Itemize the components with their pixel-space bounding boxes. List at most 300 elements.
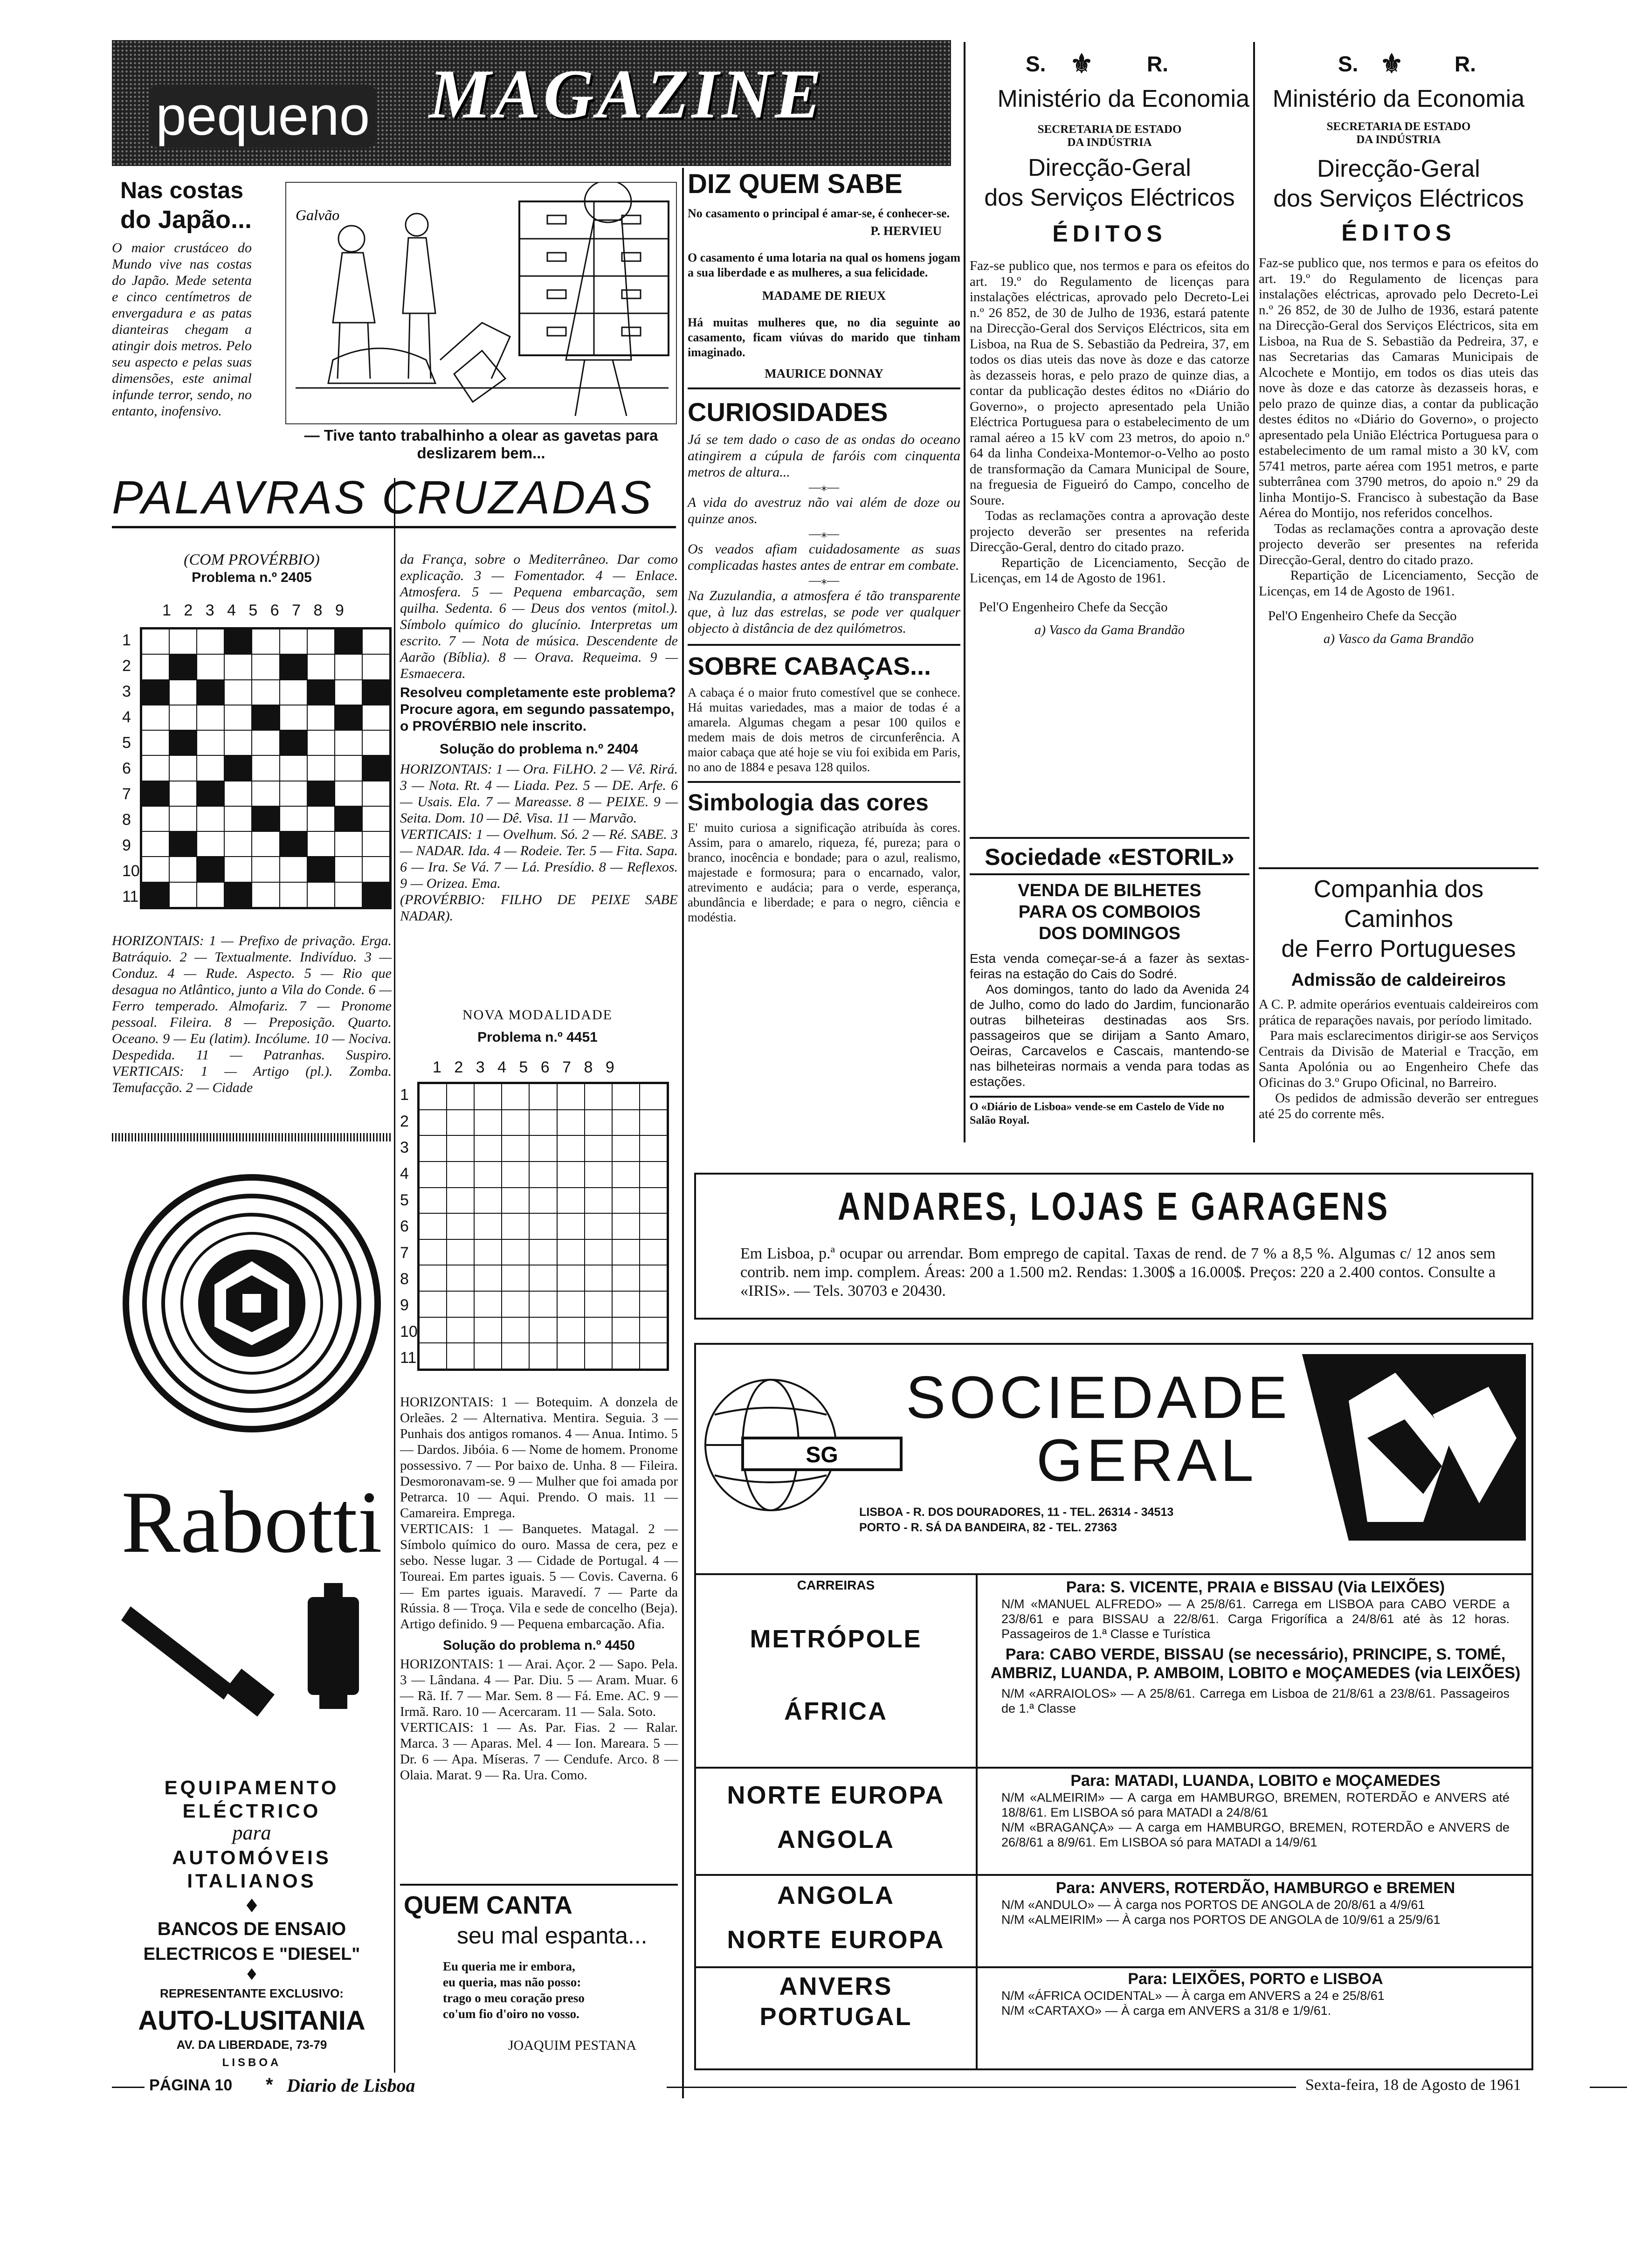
grid-cell[interactable] bbox=[502, 1343, 529, 1369]
row-number: 1 bbox=[122, 631, 131, 649]
sg-addr-1: LISBOA - R. DOS DOURADORES, 11 - TEL. 26314 - 34513 bbox=[859, 1506, 1174, 1519]
grid-cell[interactable] bbox=[142, 654, 169, 679]
grid-cell[interactable] bbox=[612, 1135, 640, 1162]
edito-2-editos: ÉDITOS bbox=[1341, 220, 1456, 246]
grid-cell[interactable] bbox=[419, 1084, 447, 1110]
cp-title-2: de Ferro Portugueses bbox=[1281, 935, 1516, 962]
grid-cell[interactable] bbox=[362, 654, 390, 679]
grid-cell[interactable] bbox=[307, 705, 335, 730]
rabotti-line-11: LISBOA bbox=[222, 2056, 282, 2069]
cabacas-body: A cabaça é o maior fruto comestível que se conhece. Há muitas variedades, mas a maior de todas é a amarela. Algumas chegam a pesar 100 quilos e medem mais de dois metros de circunferência. A maior cabaça que até hoje se viu foi exibida em Paris, no ano de 1884 e pesava 128 quilos. bbox=[688, 685, 960, 774]
grid-cell[interactable] bbox=[474, 1343, 502, 1369]
grid-cell[interactable] bbox=[612, 1084, 640, 1110]
grid-cell[interactable] bbox=[252, 680, 279, 705]
crossword-column-numbers: 1 2 3 4 5 6 7 8 9 bbox=[162, 602, 344, 619]
grid-cell[interactable] bbox=[142, 705, 169, 730]
grid-cell[interactable] bbox=[612, 1188, 640, 1214]
grid-cell[interactable] bbox=[474, 1265, 502, 1291]
grid-cell[interactable] bbox=[585, 1213, 612, 1239]
grid-cell[interactable] bbox=[474, 1213, 502, 1239]
grid-cell[interactable] bbox=[529, 1239, 557, 1265]
quem-canta-title: QUEM CANTA bbox=[404, 1891, 572, 1919]
diz-author-2: MADAME DE RIEUX bbox=[762, 289, 886, 303]
edito-2-sr: S. ⚜ R. bbox=[1338, 49, 1476, 78]
grid-cell[interactable] bbox=[280, 705, 307, 730]
grid-cell[interactable] bbox=[474, 1135, 502, 1162]
footer-star: * bbox=[266, 2074, 273, 2095]
rabotti-line-7: ELECTRICOS E "DIESEL" bbox=[143, 1944, 360, 1964]
grid-cell[interactable] bbox=[585, 1239, 612, 1265]
grid-cell[interactable] bbox=[529, 1135, 557, 1162]
grid-cell[interactable] bbox=[447, 1188, 474, 1214]
nova-title: NOVA MODALIDADE bbox=[462, 1007, 613, 1023]
grid-cell[interactable] bbox=[585, 1291, 612, 1317]
grid-cell[interactable] bbox=[362, 755, 390, 781]
grid-cell[interactable] bbox=[142, 629, 169, 654]
grid-cell[interactable] bbox=[640, 1291, 667, 1317]
grid-cell[interactable] bbox=[169, 629, 197, 654]
row-number: 10 bbox=[122, 862, 140, 880]
separator-icon: —⁎— bbox=[809, 480, 839, 494]
footer-date: Sexta-feira, 18 de Agosto de 1961 bbox=[1305, 2076, 1521, 2094]
grid-cell[interactable] bbox=[197, 730, 224, 755]
grid-cell[interactable] bbox=[585, 1162, 612, 1188]
row-number: 7 bbox=[400, 1244, 409, 1262]
column-rule bbox=[394, 478, 395, 2073]
grid-cell[interactable] bbox=[557, 1135, 585, 1162]
grid-cell[interactable] bbox=[335, 857, 362, 882]
grid-cell[interactable] bbox=[557, 1265, 585, 1291]
grid-cell[interactable] bbox=[585, 1265, 612, 1291]
grid-cell[interactable] bbox=[585, 1188, 612, 1214]
grid-cell[interactable] bbox=[612, 1239, 640, 1265]
crossword-proverb: (PROVÉRBIO: FILHO DE PEIXE SABE NADAR). bbox=[400, 892, 678, 924]
diz-quote-3: Há muitas mulheres que, no dia seguinte ao casamento, ficam viúvas do marido que tinham imaginado. bbox=[688, 316, 960, 359]
grid-cell[interactable] bbox=[142, 680, 169, 705]
grid-cell[interactable] bbox=[447, 1110, 474, 1136]
grid-cell[interactable] bbox=[307, 680, 335, 705]
grid-cell[interactable] bbox=[612, 1291, 640, 1317]
japao-title-1: Nas costas bbox=[120, 177, 244, 203]
grid-cell[interactable] bbox=[197, 882, 224, 907]
grid-cell[interactable] bbox=[169, 654, 197, 679]
rabotti-brand: Rabotti bbox=[121, 1473, 382, 1571]
grid-cell[interactable] bbox=[307, 806, 335, 831]
grid-cell[interactable] bbox=[474, 1239, 502, 1265]
grid-cell[interactable] bbox=[362, 857, 390, 882]
grid-cell[interactable] bbox=[197, 781, 224, 806]
grid-cell[interactable] bbox=[362, 730, 390, 755]
grid-cell[interactable] bbox=[224, 654, 252, 679]
grid-cell[interactable] bbox=[474, 1188, 502, 1214]
edito-2-dir1: Direcção-Geral bbox=[1317, 155, 1480, 182]
grid-cell[interactable] bbox=[474, 1317, 502, 1343]
curios-p1: Já se tem dado o caso de as ondas do oceano atingirem a cúpula de faróis com cinquenta metros de altura... bbox=[688, 432, 960, 480]
grid-cell[interactable] bbox=[585, 1135, 612, 1162]
column-rule bbox=[964, 42, 965, 1142]
grid-cell[interactable] bbox=[557, 1317, 585, 1343]
row-number: 7 bbox=[122, 785, 131, 803]
edito-1-sec2: DA INDÚSTRIA bbox=[1067, 136, 1152, 149]
divider bbox=[970, 837, 1249, 839]
grid-cell[interactable] bbox=[529, 1265, 557, 1291]
grid-cell[interactable] bbox=[307, 831, 335, 857]
grid-cell[interactable] bbox=[557, 1343, 585, 1369]
edito-2-sign2: a) Vasco da Gama Brandão bbox=[1323, 631, 1474, 646]
simb-body: E' muito curiosa a significação atribuída às cores. Assim, para o amarelo, riqueza, fé, pureza; para o branco, inocência e bondade; para o azul, realismo, majestade e formosura; para o encarnado, valor, atrevimento e audácia; para o verde, esperança, abundância e liberdade; e para o negro, ciência e modéstia. bbox=[688, 821, 960, 924]
grid-cell[interactable] bbox=[142, 781, 169, 806]
grid-cell[interactable] bbox=[640, 1239, 667, 1265]
grid-cell[interactable] bbox=[640, 1213, 667, 1239]
grid-cell[interactable] bbox=[280, 730, 307, 755]
grid-cell[interactable] bbox=[307, 730, 335, 755]
diz-author-1: P. HERVIEU bbox=[870, 224, 942, 238]
grid-cell[interactable] bbox=[502, 1188, 529, 1214]
curios-p4: Na Zuzulandia, a atmosfera é tão transparente que, à luz das estrelas, se pode ver qualquer objecto à distância de dez quilómetros. bbox=[688, 588, 960, 636]
row-number: 5 bbox=[400, 1191, 409, 1209]
rabotti-line-3: para bbox=[232, 1821, 271, 1844]
grid-cell[interactable] bbox=[585, 1084, 612, 1110]
grid-cell[interactable] bbox=[557, 1239, 585, 1265]
edito-1-sign2: a) Vasco da Gama Brandão bbox=[1034, 622, 1185, 637]
route-4-label-2: PORTUGAL bbox=[759, 2003, 912, 2031]
grid-cell[interactable] bbox=[502, 1291, 529, 1317]
grid-cell[interactable] bbox=[169, 806, 197, 831]
grid-cell[interactable] bbox=[502, 1265, 529, 1291]
grid-cell[interactable] bbox=[280, 629, 307, 654]
grid-cell[interactable] bbox=[640, 1084, 667, 1110]
grid-cell[interactable] bbox=[502, 1162, 529, 1188]
grid-cell[interactable] bbox=[419, 1188, 447, 1214]
sg-carreiras-header: CARREIRAS bbox=[797, 1578, 875, 1592]
grid-cell[interactable] bbox=[307, 629, 335, 654]
row-number: 8 bbox=[400, 1270, 409, 1288]
grid-cell[interactable] bbox=[307, 755, 335, 781]
grid-cell[interactable] bbox=[529, 1188, 557, 1214]
grid-cell[interactable] bbox=[419, 1291, 447, 1317]
sg-name-1: SOCIEDADE bbox=[906, 1364, 1291, 1431]
grid-cell[interactable] bbox=[557, 1162, 585, 1188]
grid-cell[interactable] bbox=[612, 1317, 640, 1343]
nova-problem: Problema n.º 4451 bbox=[477, 1030, 598, 1045]
nova-solution-title: Solução do problema n.º 4450 bbox=[443, 1638, 635, 1653]
route-3-label-2: NORTE EUROPA bbox=[727, 1926, 945, 1954]
grid-cell[interactable] bbox=[252, 831, 279, 857]
grid-cell[interactable] bbox=[585, 1110, 612, 1136]
row-number: 10 bbox=[400, 1322, 418, 1341]
grid-cell[interactable] bbox=[612, 1265, 640, 1291]
grid-cell[interactable] bbox=[362, 831, 390, 857]
grid-cell[interactable] bbox=[252, 705, 279, 730]
grid-cell[interactable] bbox=[280, 781, 307, 806]
grid-cell[interactable] bbox=[585, 1317, 612, 1343]
nova-horizontais: HORIZONTAIS: 1 — Botequim. A donzela de Orleães. 2 — Alternativa. Mentira. Seguia. 3 — Punhais dos antigos romanos. 4 — Anua. Intimo. 5 — Dardos. Jibóia. 6 — Nome de homem. Pronome possessivo. 7 — Por baixo de. Unha. 8 — Fileira. Desmoronavam-se. 9 — Mulher que foi amada por Petrarca. 10 — Aqui. Prendo. O mais. 11 — Camareira. Emprega. bbox=[400, 1395, 678, 1521]
grid-cell[interactable] bbox=[197, 680, 224, 705]
grid-cell[interactable] bbox=[502, 1084, 529, 1110]
estoril-h3: DOS DOMINGOS bbox=[1038, 924, 1181, 943]
grid-cell[interactable] bbox=[197, 857, 224, 882]
grid-cell[interactable] bbox=[447, 1291, 474, 1317]
grid-cell[interactable] bbox=[612, 1110, 640, 1136]
grid-cell[interactable] bbox=[502, 1239, 529, 1265]
grid-cell[interactable] bbox=[224, 781, 252, 806]
grid-cell[interactable] bbox=[640, 1162, 667, 1188]
divider bbox=[112, 1133, 392, 1141]
grid-cell[interactable] bbox=[557, 1291, 585, 1317]
grid-cell[interactable] bbox=[612, 1162, 640, 1188]
grid-cell[interactable] bbox=[419, 1317, 447, 1343]
crossword-solution-title: Solução do problema n.º 2404 bbox=[439, 741, 639, 757]
grid-cell[interactable] bbox=[612, 1213, 640, 1239]
grid-cell[interactable] bbox=[335, 882, 362, 907]
rabotti-line-2: ELÉCTRICO bbox=[182, 1800, 321, 1822]
grid-cell[interactable] bbox=[447, 1343, 474, 1369]
separator-icon: —⁎— bbox=[809, 574, 839, 587]
grid-cell[interactable] bbox=[252, 857, 279, 882]
grid-cell[interactable] bbox=[529, 1343, 557, 1369]
grid-cell[interactable] bbox=[419, 1135, 447, 1162]
grid-cell[interactable] bbox=[529, 1084, 557, 1110]
grid-cell[interactable] bbox=[612, 1343, 640, 1369]
simb-title: Simbologia das cores bbox=[688, 789, 929, 816]
grid-cell[interactable] bbox=[335, 705, 362, 730]
cartoon-caption: — Tive tanto trabalhinho a olear as gavetas para deslizarem bem... bbox=[304, 427, 658, 462]
route-2-details: Para: MATADI, LUANDA, LOBITO e MOÇAMEDES N/M «ALMEIRIM» — A carga em HAMBURGO, BREMEN, ROTERDÃO e ANVERS até 18/8/61. Em LISBOA só para MATADI a 24/8/61 N/M «BRAGANÇA» — A carga em HAMBURGO, BREMEN, ROTERDÃO e ANVERS de 26/8/61 a 8/9/61. Em LISBOA só para MATADI a 14/9/61 bbox=[1001, 1772, 1510, 1849]
grid-cell[interactable] bbox=[640, 1343, 667, 1369]
rabotti-line-5: ITALIANOS bbox=[187, 1870, 317, 1892]
grid-cell[interactable] bbox=[280, 654, 307, 679]
grid-cell[interactable] bbox=[224, 629, 252, 654]
grid-cell[interactable] bbox=[280, 680, 307, 705]
grid-cell[interactable] bbox=[557, 1188, 585, 1214]
sg-addr-2: PORTO - R. SÁ DA BANDEIRA, 82 - TEL. 27363 bbox=[859, 1521, 1117, 1534]
quem-canta-subtitle: seu mal espanta... bbox=[457, 1922, 648, 1949]
grid-cell[interactable] bbox=[362, 781, 390, 806]
edito-1-dir1: Direcção-Geral bbox=[1028, 154, 1191, 181]
grid-cell[interactable] bbox=[502, 1110, 529, 1136]
grid-cell[interactable] bbox=[447, 1317, 474, 1343]
grid-cell[interactable] bbox=[307, 654, 335, 679]
grid-cell[interactable] bbox=[447, 1084, 474, 1110]
crossword-grid[interactable] bbox=[140, 627, 392, 909]
grid-cell[interactable] bbox=[529, 1213, 557, 1239]
grid-cell[interactable] bbox=[419, 1265, 447, 1291]
grid-cell[interactable] bbox=[640, 1317, 667, 1343]
grid-cell[interactable] bbox=[502, 1213, 529, 1239]
grid-cell[interactable] bbox=[447, 1239, 474, 1265]
diz-quote-1: No casamento o principal é amar-se, é conhecer-se. bbox=[688, 207, 950, 220]
grid-cell[interactable] bbox=[529, 1291, 557, 1317]
grid-cell[interactable] bbox=[419, 1162, 447, 1188]
grid-cell[interactable] bbox=[142, 730, 169, 755]
grid-cell[interactable] bbox=[362, 629, 390, 654]
route-4-details: Para: LEIXÕES, PORTO e LISBOA N/M «ÁFRICA OCIDENTAL» — À carga em ANVERS a 24 e 25/8/61 N/M «CARTAXO» — À carga em ANVERS a 31/8 e 1/9/61. bbox=[1001, 1970, 1385, 2018]
grid-cell[interactable] bbox=[640, 1110, 667, 1136]
andares-ad bbox=[694, 1173, 1533, 1320]
grid-cell[interactable] bbox=[335, 629, 362, 654]
grid-cell[interactable] bbox=[307, 781, 335, 806]
edito-1 bbox=[970, 51, 1249, 638]
grid-cell[interactable] bbox=[474, 1084, 502, 1110]
grid-cell[interactable] bbox=[169, 781, 197, 806]
grid-cell[interactable] bbox=[197, 654, 224, 679]
grid-cell[interactable] bbox=[224, 755, 252, 781]
grid-cell[interactable] bbox=[474, 1291, 502, 1317]
grid-cell[interactable] bbox=[419, 1343, 447, 1369]
grid-cell[interactable] bbox=[529, 1110, 557, 1136]
curios-title: CURIOSIDADES bbox=[688, 397, 888, 427]
diz-title: DIZ QUEM SABE bbox=[688, 169, 903, 199]
nova-clues bbox=[400, 1394, 678, 1783]
route-1-details: Para: S. VICENTE, PRAIA e BISSAU (Via LEIXÕES) N/M «MANUEL ALFREDO» — A 25/8/61. Carrega em LISBOA para CABO VERDE a 23/8/61 e para BISSAU a 22/8/61. Carga Frigorífica a 24/8/61 até às 12 horas. Passageiros de 1.ª Classe e Turística Para: CABO VERDE, BISSAU (se necessário), PRINCIPE, S. TOMÉ, AMBRIZ, LUANDA, P. AMBOIM, LOBITO e MOÇAMEDES (via LEIXÕES) N/M «ARRAIOLOS» — A 25/8/61. Carrega em Lisboa de 21/8/61 a 23/8/61. Passageiros de 1.ª Classe bbox=[990, 1578, 1521, 1715]
grid-cell[interactable] bbox=[142, 857, 169, 882]
route-3-details: Para: ANVERS, ROTERDÃO, HAMBURGO e BREMEN N/M «ANDULO» — À carga nos PORTOS DE ANGOLA de 20/8/61 a 4/9/61 N/M «ALMEIRIM» — À carga nos PORTOS DE ANGOLA de 10/9/61 a 25/9/61 bbox=[1001, 1879, 1455, 1927]
grid-cell[interactable] bbox=[419, 1110, 447, 1136]
nova-grid[interactable] bbox=[417, 1082, 669, 1371]
grid-cell[interactable] bbox=[362, 705, 390, 730]
quem-canta-verse: Eu queria me ir embora, eu queria, mas não posso: trago o meu coração preso co'um fio d'oiro no vosso. bbox=[443, 1959, 585, 2021]
grid-cell[interactable] bbox=[252, 730, 279, 755]
coat-of-arms-icon: ⚜ bbox=[1380, 49, 1404, 78]
grid-cell[interactable] bbox=[529, 1317, 557, 1343]
middle-column bbox=[688, 168, 960, 925]
grid-cell[interactable] bbox=[474, 1110, 502, 1136]
row-number: 1 bbox=[400, 1086, 409, 1104]
cp-body: A C. P. admite operários eventuais caldeireiros com prática de reparações navais, por período limitado. Para mais esclarecimentos dirigir-se aos Serviços Centrais da Divisão de Material e Tracção, em Santa Apolónia ou ao Engenheiro Chefe das Oficinas do 3.º Grupo Oficinal, no Barreiro. Os pedidos de admissão deverão ser entregues até 25 do corrente mês. bbox=[1259, 997, 1538, 1121]
grid-cell[interactable] bbox=[280, 831, 307, 857]
rabotti-line-9: AUTO-LUSITANIA bbox=[138, 2005, 365, 2036]
grid-cell[interactable] bbox=[529, 1162, 557, 1188]
grid-cell[interactable] bbox=[502, 1135, 529, 1162]
divider bbox=[1259, 867, 1538, 869]
edito-1-editos: ÉDITOS bbox=[1052, 221, 1167, 247]
edito-1-sign1: Pel'O Engenheiro Chefe da Secção bbox=[979, 599, 1168, 615]
grid-cell[interactable] bbox=[142, 806, 169, 831]
grid-cell[interactable] bbox=[169, 680, 197, 705]
row-number: 8 bbox=[122, 810, 131, 829]
grid-cell[interactable] bbox=[224, 730, 252, 755]
grid-cell[interactable] bbox=[197, 705, 224, 730]
grid-cell[interactable] bbox=[335, 680, 362, 705]
grid-cell[interactable] bbox=[447, 1135, 474, 1162]
grid-cell[interactable] bbox=[252, 755, 279, 781]
crossword-horizontais: HORIZONTAIS: 1 — Prefixo de privação. Erga. Batráquio. 2 — Textualmente. Indivíduo. 3 — Conduz. 4 — Rude. Aspecto. 5 — Rio que desagua no Atlântico, junto a Vila do Conde. 6 — Ferro temperado. Almofariz. 7 — Pronome pessoal. Fileira. 8 — Preposição. Quarto. Oceano. 9 — Eu (latim). Incólume. 10 — Nociva. Despedida. 11 — Patranhas. Suspiro. VERTICAIS: 1 — Artigo (pl.). Zomba. Temufacção. 2 — Cidade bbox=[112, 933, 392, 1095]
grid-cell[interactable] bbox=[169, 882, 197, 907]
grid-cell[interactable] bbox=[169, 705, 197, 730]
row-number: 11 bbox=[122, 887, 139, 906]
grid-cell[interactable] bbox=[224, 680, 252, 705]
grid-cell[interactable] bbox=[252, 629, 279, 654]
edito-2-sec2: DA INDÚSTRIA bbox=[1356, 133, 1441, 146]
grid-cell[interactable] bbox=[280, 857, 307, 882]
grid-cell[interactable] bbox=[252, 882, 279, 907]
separator-icon: —⁎— bbox=[809, 527, 839, 540]
curios-p3: Os veados afiam cuidadosamente as suas complicadas hastes antes de entrar em combate. bbox=[688, 541, 960, 573]
grid-cell[interactable] bbox=[557, 1110, 585, 1136]
grid-cell[interactable] bbox=[224, 705, 252, 730]
edito-1-sec1: SECRETARIA DE ESTADO bbox=[1037, 123, 1182, 136]
grid-cell[interactable] bbox=[197, 629, 224, 654]
rabotti-line-8: REPRESENTANTE EXCLUSIVO: bbox=[160, 1986, 344, 2000]
row-number: 6 bbox=[122, 759, 131, 777]
grid-cell[interactable] bbox=[419, 1213, 447, 1239]
grid-cell[interactable] bbox=[640, 1188, 667, 1214]
estoril-ad bbox=[970, 842, 1249, 1127]
grid-cell[interactable] bbox=[142, 831, 169, 857]
grid-cell[interactable] bbox=[447, 1162, 474, 1188]
grid-cell[interactable] bbox=[447, 1213, 474, 1239]
grid-cell[interactable] bbox=[197, 806, 224, 831]
grid-cell[interactable] bbox=[280, 882, 307, 907]
grid-cell[interactable] bbox=[197, 831, 224, 857]
grid-cell[interactable] bbox=[640, 1265, 667, 1291]
grid-cell[interactable] bbox=[335, 730, 362, 755]
page-footer bbox=[112, 2073, 1538, 2101]
grid-cell[interactable] bbox=[142, 755, 169, 781]
grid-cell[interactable] bbox=[585, 1343, 612, 1369]
grid-cell[interactable] bbox=[307, 857, 335, 882]
grid-cell[interactable] bbox=[169, 857, 197, 882]
crossword-solution-h: HORIZONTAIS: 1 — Ora. FiLHO. 2 — Vê. Rirá. 3 — Nota. Rt. 4 — Liada. Pez. 5 — DE. Arfe. 6 — Usais. Ela. 7 — Mareasse. 8 — PEIXE. 9 — Seita. Dom. 10 — Dê. Visa. 11 — Marvão. bbox=[400, 761, 678, 826]
row-number: 6 bbox=[400, 1217, 409, 1236]
grid-cell[interactable] bbox=[197, 755, 224, 781]
rabotti-line-10: AV. DA LIBERDADE, 73-79 bbox=[176, 2038, 327, 2052]
grid-cell[interactable] bbox=[335, 806, 362, 831]
grid-cell[interactable] bbox=[362, 806, 390, 831]
grid-cell[interactable] bbox=[280, 755, 307, 781]
cabacas-title: SOBRE CABAÇAS... bbox=[688, 652, 931, 680]
grid-cell[interactable] bbox=[252, 806, 279, 831]
grid-cell[interactable] bbox=[252, 781, 279, 806]
route-4-label-1: ANVERS bbox=[779, 1972, 893, 2000]
edito-1-ministry: Ministério da Economia bbox=[997, 85, 1249, 112]
crossword-problem: Problema n.º 2405 bbox=[192, 570, 312, 585]
magazine-masthead bbox=[112, 40, 951, 166]
grid-cell[interactable] bbox=[169, 831, 197, 857]
route-3-label-1: ANGOLA bbox=[777, 1881, 895, 1909]
row-number: 2 bbox=[122, 657, 131, 675]
grid-cell[interactable] bbox=[252, 654, 279, 679]
crossword-verticais: da França, sobre o Mediterrâneo. Dar como explicação. 3 — Fomentador. 4 — Enlace. Atmosfera. 5 — Pequena embarcação, sem quilha. Sedenta. 6 — Deus dos ventos (mitol.). Símbolo químico do glucínio. Interpretas um escrito. 7 — Nota de música. Descendente de Aarão (Bíblia). 8 — Orava. Requeima. 9 — Esmaecera. bbox=[400, 552, 678, 681]
grid-cell[interactable] bbox=[362, 680, 390, 705]
rabotti-line-1: EQUIPAMENTO bbox=[164, 1777, 339, 1798]
grid-cell[interactable] bbox=[557, 1213, 585, 1239]
grid-cell[interactable] bbox=[474, 1162, 502, 1188]
grid-cell[interactable] bbox=[224, 831, 252, 857]
grid-cell[interactable] bbox=[335, 755, 362, 781]
grid-cell[interactable] bbox=[362, 882, 390, 907]
grid-cell[interactable] bbox=[169, 730, 197, 755]
grid-cell[interactable] bbox=[142, 882, 169, 907]
grid-cell[interactable] bbox=[335, 781, 362, 806]
grid-cell[interactable] bbox=[335, 654, 362, 679]
grid-cell[interactable] bbox=[419, 1239, 447, 1265]
grid-cell[interactable] bbox=[224, 806, 252, 831]
grid-cell[interactable] bbox=[640, 1135, 667, 1162]
grid-cell[interactable] bbox=[307, 882, 335, 907]
grid-cell[interactable] bbox=[557, 1084, 585, 1110]
grid-cell[interactable] bbox=[280, 806, 307, 831]
grid-cell[interactable] bbox=[335, 831, 362, 857]
grid-cell[interactable] bbox=[224, 882, 252, 907]
grid-cell[interactable] bbox=[502, 1317, 529, 1343]
sociedade-geral-ad bbox=[694, 1343, 1533, 2070]
footer-page: PÁGINA 10 bbox=[149, 2076, 233, 2094]
grid-cell[interactable] bbox=[169, 755, 197, 781]
grid-cell[interactable] bbox=[447, 1265, 474, 1291]
row-number: 9 bbox=[400, 1296, 409, 1314]
grid-cell[interactable] bbox=[224, 857, 252, 882]
